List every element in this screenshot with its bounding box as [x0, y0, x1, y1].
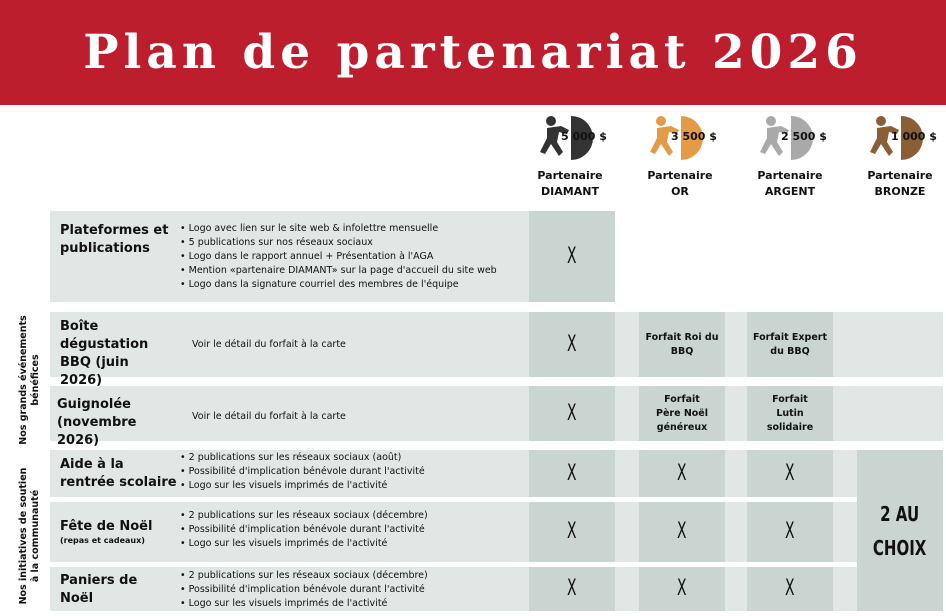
cell-or: Forfait Père Noël généreux — [639, 386, 725, 441]
row-title: Guignolée (novembre 2026) — [57, 397, 137, 448]
tier-amount: 2 500 $ — [781, 130, 827, 143]
cell-argent: X — [747, 502, 833, 562]
tier-amount: 5 000 $ — [561, 130, 607, 143]
cell-argent: Forfait Expert du BBQ — [747, 312, 833, 377]
tier-name: OR — [671, 185, 689, 198]
tier-name: ARGENT — [764, 185, 816, 198]
section-label-events: Nos grands événements bénéfices — [18, 315, 41, 445]
row-benefits: • 2 publications sur les réseaux sociaux (décembre) • Possibilité d'implication bénévole durant l'activité • Logo sur les visuels imprimés de l'activité — [180, 569, 428, 611]
cell-or: X — [639, 502, 725, 562]
row-title: Plateformes et publications — [60, 223, 169, 256]
tier-amount: 1 000 $ — [891, 130, 937, 143]
row-benefits: • 2 publications sur les réseaux sociaux (août) • Possibilité d'implication bénévole durant l'activité • Logo sur les visuels imprimés de l'activité — [180, 451, 425, 493]
page-title: Plan de partenariat 2026 — [83, 25, 863, 80]
row-title: Aide à la rentrée scolaire — [60, 457, 177, 490]
cell-bronze-choice: 2 AU CHOIX — [857, 450, 943, 611]
tier-label: Partenaire — [647, 169, 713, 182]
tier-label: Partenaire — [757, 169, 823, 182]
cell-diamant: X — [529, 386, 615, 441]
cell-argent: Forfait Lutin solidaire — [747, 386, 833, 441]
cell-or: X — [639, 450, 725, 497]
tier-amount: 3 500 $ — [671, 130, 717, 143]
cell-or: Forfait Roi du BBQ — [639, 312, 725, 377]
row-description: Voir le détail du forfait à la carte — [192, 411, 346, 422]
tier-name: DIAMANT — [541, 185, 599, 198]
cell-diamant: X — [529, 502, 615, 562]
cell-diamant: X — [529, 312, 615, 377]
row-benefits: • 2 publications sur les réseaux sociaux (décembre) • Possibilité d'implication bénévole durant l'activité • Logo sur les visuels imprimés de l'activité — [180, 509, 428, 551]
tier-diamant — [515, 112, 625, 200]
cell-diamant: X — [529, 567, 615, 611]
row-title: Fête de Noël (repas et cadeaux) — [60, 519, 153, 545]
row-title: Boîte dégustation BBQ (juin 2026) — [60, 319, 149, 388]
cell-diamant: X — [529, 211, 615, 302]
cell-argent: X — [747, 567, 833, 611]
tier-bronze — [845, 112, 946, 200]
cell-or: X — [639, 567, 725, 611]
tier-label: Partenaire — [537, 169, 603, 182]
cell-diamant: X — [529, 450, 615, 497]
row-benefits: • Logo avec lien sur le site web & infolettre mensuelle • 5 publications sur nos réseaux sociaux • Logo dans le rapport annuel + Présentation à l'AGA • Mention «partenaire DIAMANT» sur la page d'accueil du site web • Logo dans la signature courriel des membres de l'équipe — [180, 222, 497, 292]
tier-argent — [735, 112, 845, 200]
tier-label: Partenaire — [867, 169, 933, 182]
row-title: Paniers de Noël — [60, 573, 138, 606]
row-description: Voir le détail du forfait à la carte — [192, 339, 346, 350]
title-banner — [0, 0, 946, 105]
section-label-community: Nos initiatives de soutien à la communauté — [18, 467, 41, 605]
cell-argent: X — [747, 450, 833, 497]
tier-name: BRONZE — [874, 185, 926, 198]
tier-or — [625, 112, 735, 200]
